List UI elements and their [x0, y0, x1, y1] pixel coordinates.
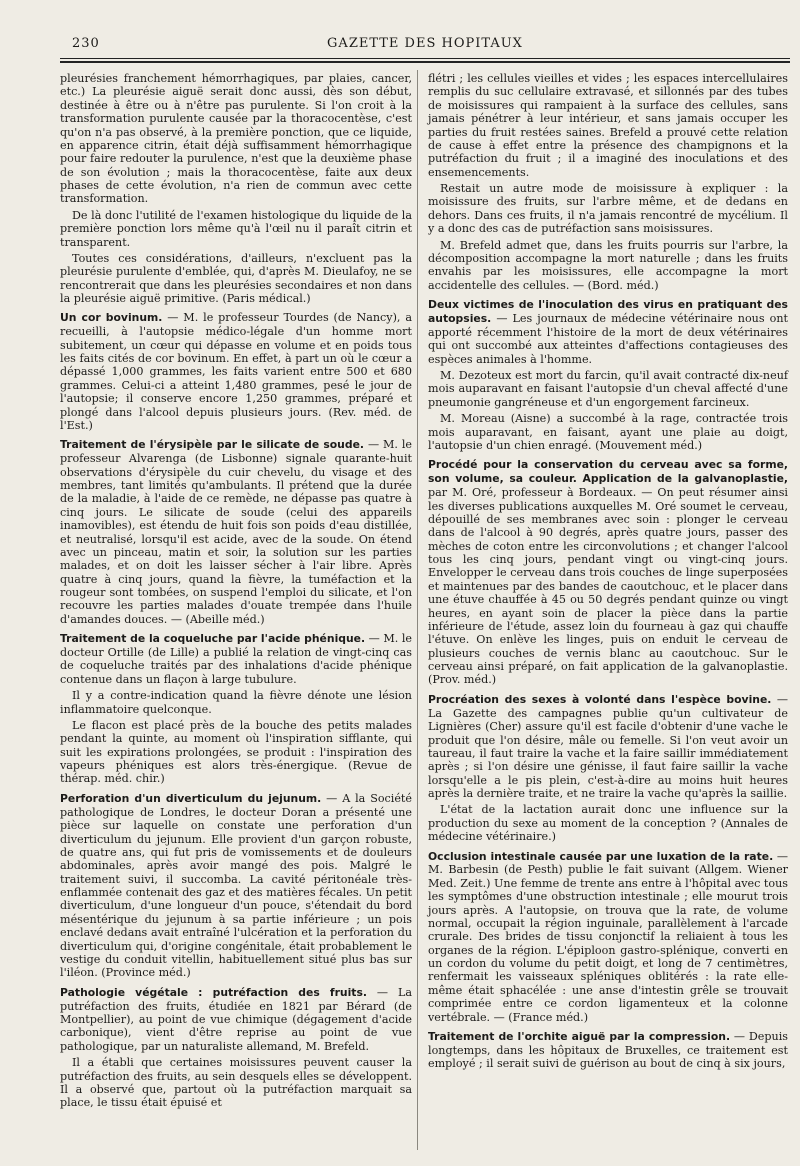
paragraph-text: — Les journaux de médecine vétérinaire nous ont apporté récemment l'histoire de la mort de deux vétérinaires qui ont succombé aux atteintes d'affections contagieuses des espèces animales à l'homme.	[428, 311, 788, 366]
article-heading: Traitement de l'érysipèle par le silicate de soude.	[60, 438, 365, 452]
article-paragraph	[428, 369, 788, 409]
paragraph-text: De là donc l'utilité de l'examen histologique du liquide de la première ponction lors même qu'à l'œil nu il paraît citrin et transparent.	[60, 208, 412, 249]
paragraph-text: Toutes ces considérations, d'ailleurs, n'excluent pas la pleurésie purulente d'emblée, qui, d'après M. Dieulafoy, ne se rencontrerait que dans les pleurésies secondaires et non dans la pleurésie aiguë primitive. (Paris médical.)	[60, 251, 412, 305]
article-paragraph	[428, 850, 788, 1024]
article-paragraph	[60, 209, 412, 249]
article-paragraph	[60, 252, 412, 306]
page-number: 230	[72, 36, 100, 51]
article-paragraph	[428, 72, 788, 179]
paragraph-text: Il y a contre-indication quand la fièvre dénote une lésion inflammatoire quelconque.	[60, 689, 412, 716]
article-paragraph	[428, 458, 788, 687]
article-paragraph	[60, 689, 412, 716]
paragraph-text: flétri ; les cellules vieilles et vides ; les espaces intercellulaires remplis du suc cellulaire extravasé, et sillonnés par des tubes de moisissures qui rampaient à la surface des cellules, sans jamais pénétrer à leur intérieur, et sans jamais occuper les parties du fruit restées saines. Brefeld a prouvé cette relation de cause à effet entre la présence des champignons et la putréfaction du fruit ; il a imaginé des inoculations et des ensemencements.	[428, 72, 788, 179]
paragraph-text: par M. Oré, professeur à Bordeaux. — On peut résumer ainsi les diverses publications auxquelles M. Oré soumet le cerveau, dépouillé de ses membranes avec soin : plonger le cerveau dans de l'alcool à 90 degrés, après quatre jours, passer des mèches de coton entre les circonvolutions ; et changer l'alcool tous les cinq jours, pendant vingt ou vingt-cinq jours. Envelopper le cerveau dans trois couches de linge superposées et maintenues par des bandes de caoutchouc, et le placer dans une étuve chauffée à 45 ou 50 degrés pendant quinze ou vingt heures, en ayant soin de placer la pièce dans la partie inférieure de l'étude, assez loin du fourneau à gaz qui chauffe l'étuve. On enlève les linges, puis on enduit le cerveau de plusieurs couches de vernis blanc au caoutchouc. Sur le cerveau ainsi préparé, on fait application de la galvanoplastie. (Prov. méd.)	[428, 486, 788, 687]
paragraph-text: Il a établi que certaines moisissures peuvent causer la putréfaction des fruits, au sein desquels elles se développent. Il a observé que, partout où la putréfaction marquait sa place, le tissu était épuisé et	[60, 1056, 412, 1110]
article-heading: Occlusion intestinale causée par une luxation de la rate.	[428, 849, 774, 863]
article-heading: Procréation des sexes à volonté dans l'espèce bovine.	[428, 692, 772, 706]
left-column	[60, 72, 412, 1113]
article-heading: Traitement de l'orchite aiguë par la compression.	[428, 1029, 731, 1043]
header-rule	[60, 58, 790, 59]
header-rule-thick	[60, 61, 790, 63]
paragraph-text: — Depuis longtemps, dans les hôpitaux de Bruxelles, ce traitement est employé ; il serait suivi de guérison au bout de cinq à six jours,	[428, 1029, 788, 1071]
article-paragraph	[60, 792, 412, 980]
article-heading: Perforation d'un diverticulum du jejunum.	[60, 791, 322, 805]
article-heading: Traitement de la coqueluche par l'acide phénique.	[60, 632, 366, 646]
article-paragraph	[428, 239, 788, 293]
article-paragraph	[428, 298, 788, 366]
article-paragraph	[428, 803, 788, 843]
article-paragraph	[428, 412, 788, 452]
paragraph-text: — M. le docteur Ortille (de Lille) a publié la relation de vingt-cinq cas de coqueluche traités par des inhalations d'acide phénique contenue dans un flaçon à large tubulure.	[60, 632, 412, 686]
article-paragraph	[60, 986, 412, 1053]
article-heading: Deux victimes de l'inoculation des virus en pratiquant des autopsies.	[428, 298, 788, 325]
article-heading: Procédé pour la conservation du cerveau avec sa forme, son volume, sa couleur. Application de la galvanoplastie,	[428, 458, 788, 486]
article-paragraph	[428, 182, 788, 236]
article-paragraph	[60, 311, 412, 432]
paragraph-text: pleurésies franchement hémorrhagiques, par plaies, cancer, etc.) La pleurésie aiguë serait donc aussi, dès son début, destinée à être ou à n'être pas purulente. Si l'on croit à la transformation purulente causée par la thoracocentèse, c'est qu'on n'a pas observé, à la première ponction, que ce liquide, en apparence citrin, était déjà suffisamment hémorrhagique pour faire redouter la purulence, n'est que la deuxième phase de son évolution ; mais la thoracocentèse, faite aux deux phases de cette évolution, n'a rien de commun avec cette transformation.	[60, 72, 412, 206]
paragraph-text: M. Moreau (Aisne) a succombé à la rage, contractée trois mois auparavant, en faisant, ayant une plaie au doigt, l'autopsie d'un chien enragé. (Mouvement méd.)	[428, 412, 788, 452]
article-paragraph	[60, 438, 412, 626]
running-title: GAZETTE DES HOPITAUX	[327, 36, 523, 51]
paragraph-text: — M. le professeur Tourdes (de Nancy), a recueilli, à l'autopsie médico-légale d'un homme mort subitement, un cœur qui dépasse en volume et en poids tous les faits cités de cor bovinum. En effet, à part un où le cœur a dépassé 1,000 grammes, les faits varient entre 500 et 680 grammes. Celui-ci a atteint 1,480 grammes, pesé le jour de l'autopsie; il conserve encore 1,250 grammes, préparé et plongé dans l'alcool depuis plusieurs jours. (Rev. méd. de l'Est.)	[60, 311, 412, 432]
article-paragraph	[60, 1056, 412, 1110]
paragraph-text: M. Brefeld admet que, dans les fruits pourris sur l'arbre, la décomposition accompagne la mort naturelle ; dans les fruits envahis par les moisissures, elle accompagne la mort accidentelle des cellules. — (Bord. méd.)	[428, 238, 788, 292]
article-paragraph	[60, 72, 412, 206]
page-header	[60, 34, 790, 54]
paragraph-text: Restait un autre mode de moisissure à expliquer : la moisissure des fruits, sur l'arbre même, et de dedans en dehors. Dans ces fruits, il n'a jamais rencontré de mycélium. Il y a donc des cas de putréfaction sans moisissures.	[428, 182, 788, 236]
paragraph-text: — M. Barbesin (de Pesth) publie le fait suivant (Allgem. Wiener Med. Zeit.) Une femme de trente ans entre à l'hôpital avec tous les symptômes d'une obstruction intestinale ; elle mourut trois jours après. A l'autopsie, on trouva que la rate, de volume normal, occupait la région inguinale, parallèlement à l'arcade crurale. Des brides de tissu conjonctif la reliaient à tous les organes de la région. L'épiploon gastro-splénique, converti en un cordon du volume du petit doigt, et long de 7 centimètres, renfermait les vaisseaux spléniques oblitérés : la rate elle-même était sphacélée : une anse d'intestin grêle se trouvait comprimée entre ce cordon ligamenteux et la colonne vertébrale. — (France méd.)	[428, 849, 788, 1024]
article-paragraph	[428, 1030, 788, 1071]
column-divider	[417, 70, 418, 1150]
article-paragraph	[60, 632, 412, 686]
article-paragraph	[60, 719, 412, 786]
paragraph-text: L'état de la lactation aurait donc une influence sur la production du sexe au moment de la conception ? (Annales de médecine vétérinaire.)	[428, 803, 788, 844]
right-column	[428, 72, 788, 1074]
paragraph-text: M. Dezoteux est mort du farcin, qu'il avait contracté dix-neuf mois auparavant en faisant l'autopsie d'un cheval affecté d'une pneumonie gangréneuse et d'un engorgement farcineux.	[428, 369, 788, 409]
paragraph-text: — M. le professeur Alvarenga (de Lisbonne) signale quarante-huit observations d'érysipèle du cuir chevelu, du visage et des membres, tant limités qu'ambulants. Il prétend que la durée de la maladie, à l'aide de ce remède, ne dépasse pas quatre à cinq jours. Le silicate de soude (celui des appareils inamovibles), est étendu de huit fois son poids d'eau distillée, et neutralisé, lorsqu'il est acide, avec de la soude. On étend avec un pinceau, matin et soir, la solution sur les parties malades, et on doit les laisser sécher à l'air libre. Après quatre à cinq jours, quand la fièvre, la tuméfaction et la rougeur sont tombées, on suspend l'emploi du silicate, et l'on recouvre les parties malades d'ouate trempée dans l'huile d'amandes douces. — (Abeille méd.)	[60, 438, 413, 626]
paragraph-text: — La putréfaction des fruits, étudiée en 1821 par Bérard (de Montpellier), au point de vue chimique (dégagement d'acide carbonique), vient d'être reprise au point de vue pathologique, par un naturaliste allemand, M. Brefeld.	[60, 985, 412, 1053]
article-heading: Un cor bovinum.	[60, 311, 163, 325]
article-paragraph	[428, 693, 788, 801]
paragraph-text: — La Gazette des campagnes publie qu'un cultivateur de Lignières (Cher) assure qu'il est facile d'obtenir d'une vache le produit que l'on désire, mâle ou femelle. Si l'on veut avoir un taureau, il faut traire la vache et la faire saillir immédiatement après ; si l'on désire une génisse, il faut faire saillir la vache lorsqu'elle a le pis plein, c'est-à-dire au moins huit heures après la dernière traite, et ne traire la vache qu'après la saillie.	[428, 692, 789, 801]
paragraph-text: — A la Société pathologique de Londres, le docteur Doran a présenté une pièce sur laquelle on constate une perforation d'un diverticulum du jejunum. Elle provient d'un garçon robuste, de quatre ans, qui fut pris de vomissements et de douleurs abdominales, après avoir mangé des pois. Malgré le traitement suivi, il succomba. La cavité péritonéale très-enflammée contenait des gaz et des matières fécales. Un petit diverticulum, d'une longueur d'un pouce, s'étendait du bord mésentérique du jejunum à sa partie inférieure ; un pois enclavé dedans avait entraîné l'ulcération et la perforation du diverticulum qui, d'origine congénitale, était probablement le vestige du conduit vitellin, habituellement situé plus bas sur l'iléon. (Province méd.)	[60, 791, 412, 980]
article-heading: Pathologie végétale : putréfaction des fruits.	[60, 985, 367, 999]
paragraph-text: Le flacon est placé près de la bouche des petits malades pendant la quinte, au moment où l'inspiration sifflante, qui suit les expirations prolongées, se produit : l'inspiration des vapeurs phéniques est alors très-énergique. (Revue de thérap. méd. chir.)	[60, 718, 412, 786]
